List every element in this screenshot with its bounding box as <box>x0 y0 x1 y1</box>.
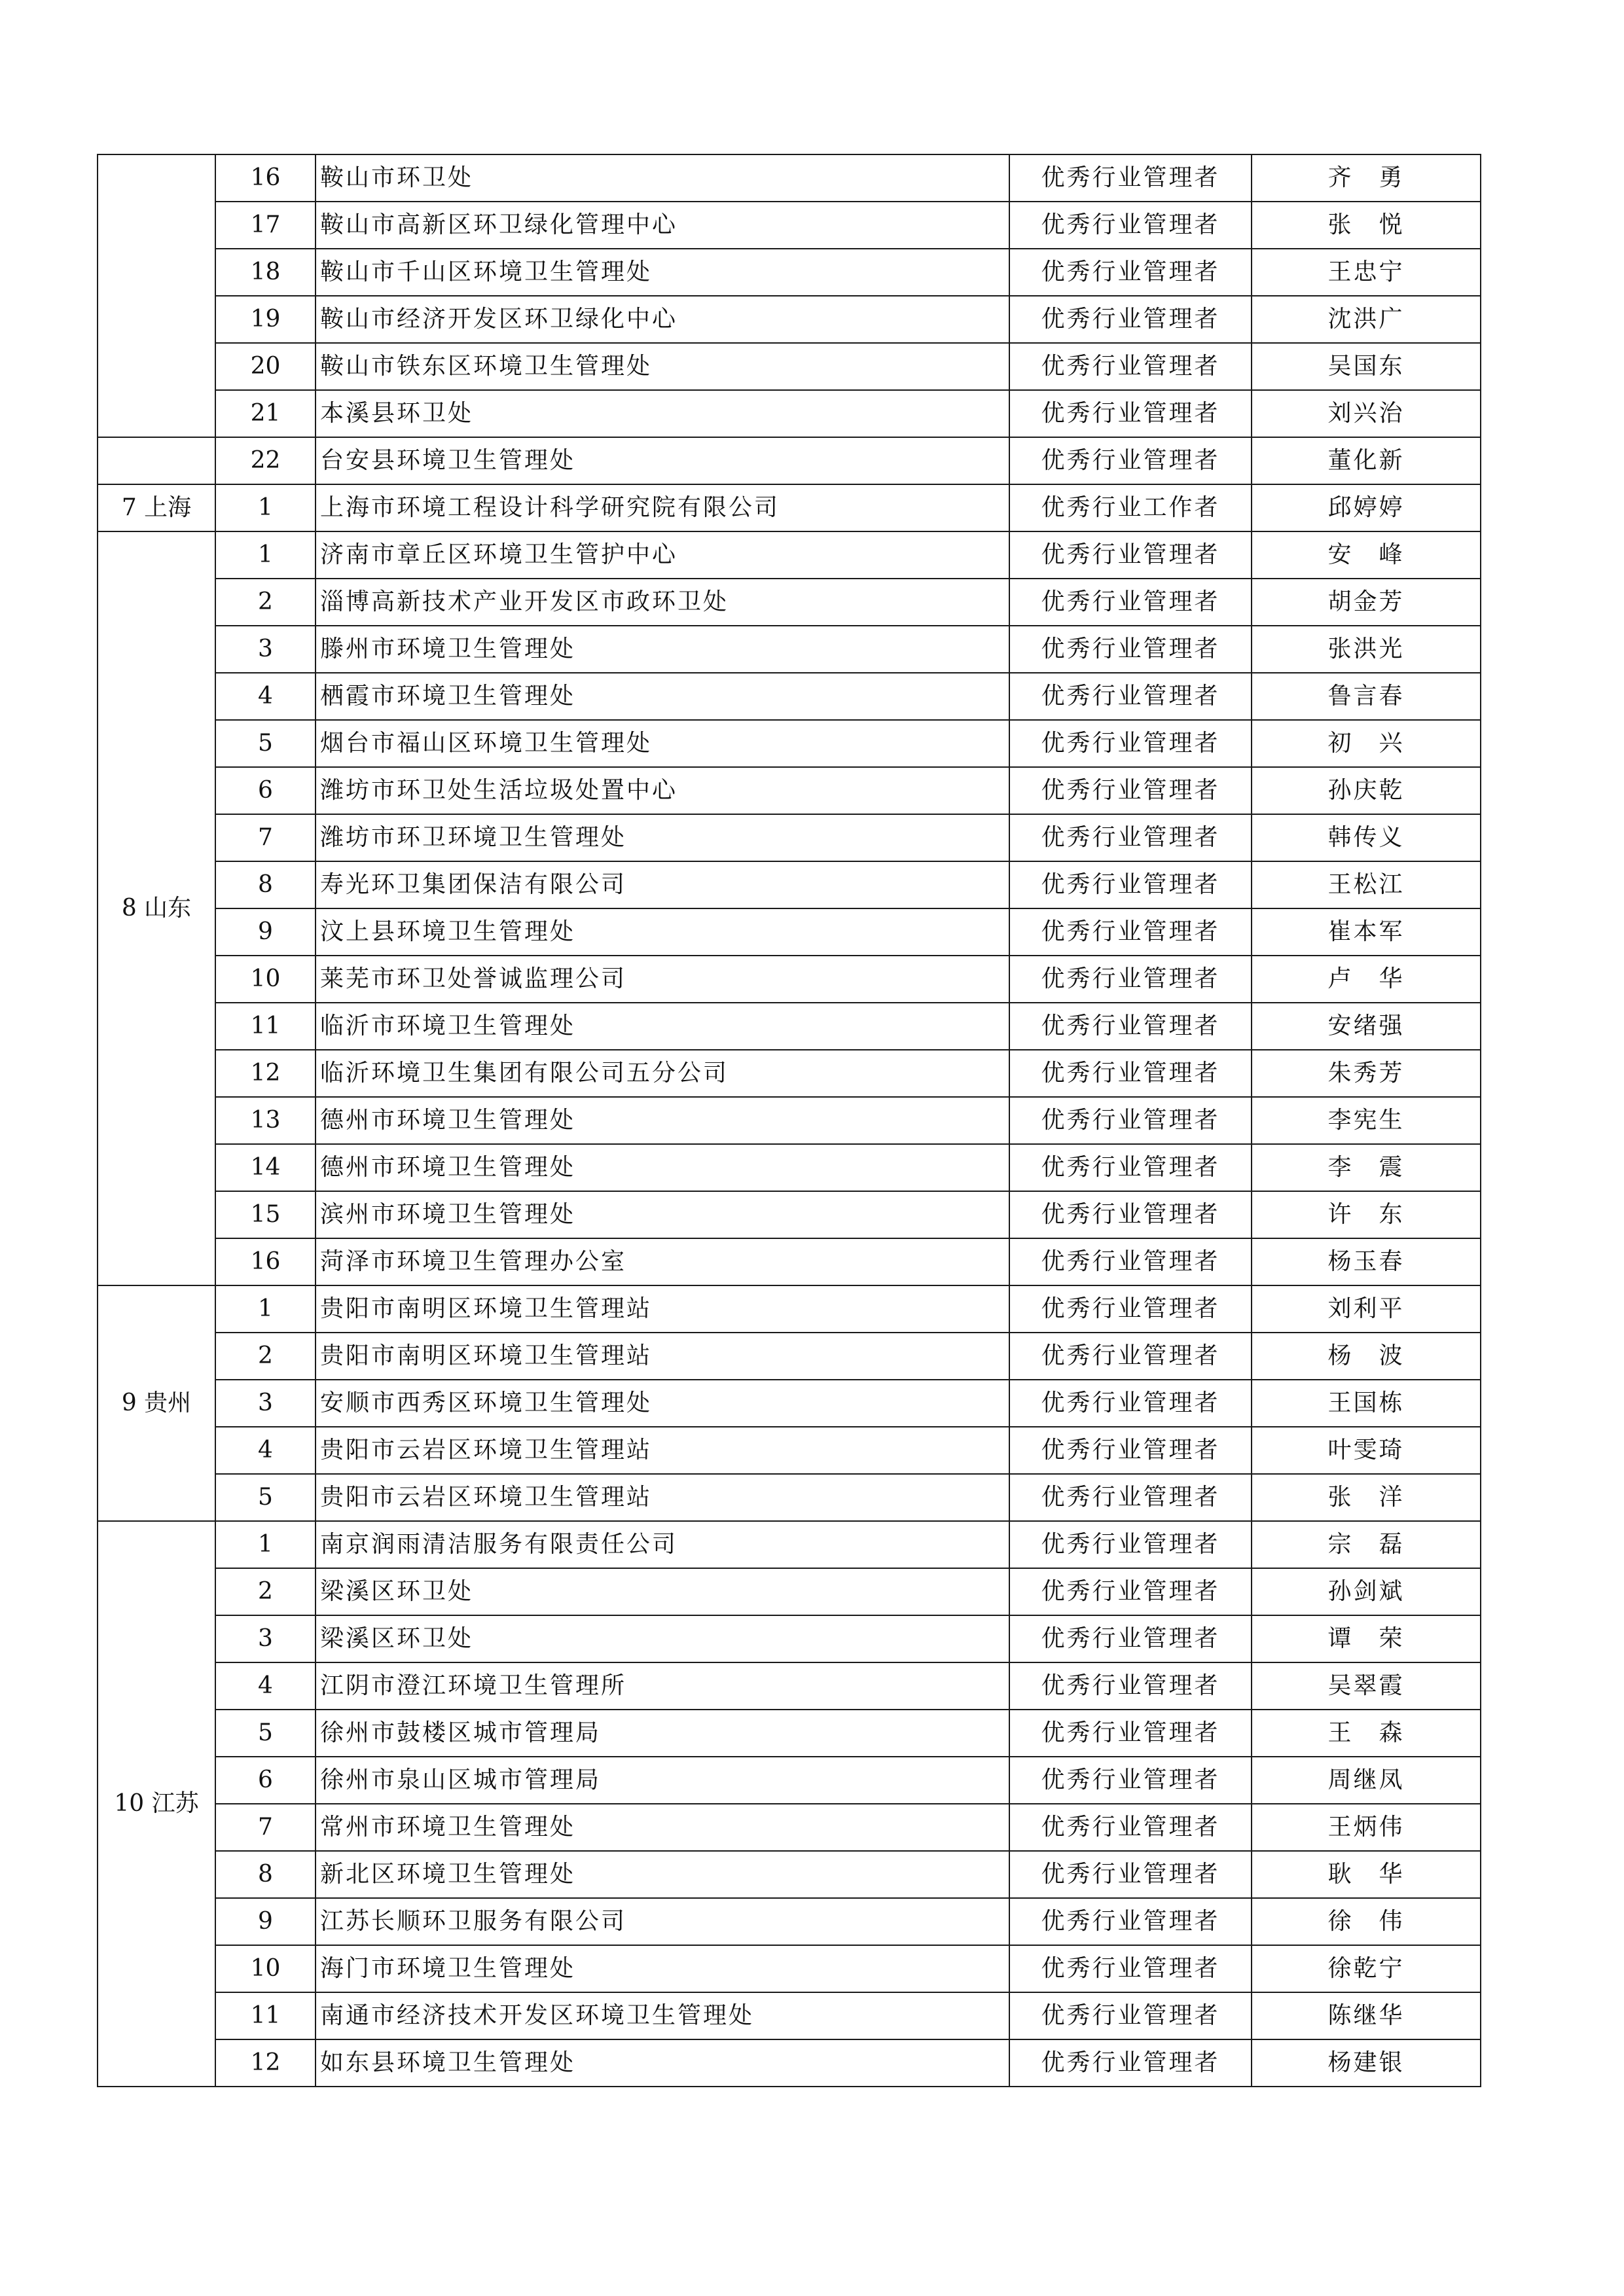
table-row <box>98 154 1481 202</box>
organization-cell: 江阴市澄江环境卫生管理所 <box>316 1662 1009 1710</box>
organization-cell: 新北区环境卫生管理处 <box>316 1851 1009 1898</box>
index-cell: 9 <box>215 1898 316 1945</box>
index-cell: 10 <box>215 1945 316 1992</box>
table-row <box>98 1851 1481 1898</box>
award-title-cell: 优秀行业管理者 <box>1009 1757 1252 1804</box>
person-name-cell: 张 洋 <box>1252 1474 1481 1521</box>
table-row <box>98 1568 1481 1615</box>
organization-cell: 徐州市泉山区城市管理局 <box>316 1757 1009 1804</box>
award-title-cell: 优秀行业管理者 <box>1009 1333 1252 1380</box>
index-cell: 20 <box>215 343 316 390</box>
organization-cell: 德州市环境卫生管理处 <box>316 1097 1009 1144</box>
person-name-cell: 胡金芳 <box>1252 579 1481 626</box>
person-name-cell: 宗 磊 <box>1252 1521 1481 1568</box>
organization-cell: 安顺市西秀区环境卫生管理处 <box>316 1380 1009 1427</box>
person-name-cell: 安 峰 <box>1252 531 1481 579</box>
organization-cell: 贵阳市云岩区环境卫生管理站 <box>316 1427 1009 1474</box>
award-title-cell: 优秀行业管理者 <box>1009 1568 1252 1615</box>
person-name-cell: 周继凤 <box>1252 1757 1481 1804</box>
index-cell: 8 <box>215 1851 316 1898</box>
person-name-cell: 孙庆乾 <box>1252 767 1481 814</box>
table-row <box>98 1050 1481 1097</box>
index-cell: 1 <box>215 1285 316 1333</box>
person-name-cell: 邱婷婷 <box>1252 484 1481 531</box>
table-row <box>98 1238 1481 1285</box>
award-title-cell: 优秀行业管理者 <box>1009 390 1252 437</box>
award-title-cell: 优秀行业管理者 <box>1009 767 1252 814</box>
table-row <box>98 1662 1481 1710</box>
table-row <box>98 1144 1481 1191</box>
table-row <box>98 249 1481 296</box>
person-name-cell: 耿 华 <box>1252 1851 1481 1898</box>
table-row <box>98 2039 1481 2087</box>
table-row <box>98 1615 1481 1662</box>
table-row <box>98 1285 1481 1333</box>
organization-cell: 济南市章丘区环境卫生管护中心 <box>316 531 1009 579</box>
index-cell: 3 <box>215 1380 316 1427</box>
award-title-cell: 优秀行业管理者 <box>1009 437 1252 484</box>
table-row <box>98 956 1481 1003</box>
organization-cell: 徐州市鼓楼区城市管理局 <box>316 1710 1009 1757</box>
person-name-cell: 崔本军 <box>1252 908 1481 956</box>
person-name-cell: 谭 荣 <box>1252 1615 1481 1662</box>
person-name-cell: 李 震 <box>1252 1144 1481 1191</box>
organization-cell: 如东县环境卫生管理处 <box>316 2039 1009 2087</box>
table-row <box>98 437 1481 484</box>
region-cell: 7 上海 <box>98 484 215 531</box>
index-cell: 12 <box>215 2039 316 2087</box>
table-row <box>98 767 1481 814</box>
awards-table <box>97 154 1481 2087</box>
organization-cell: 淄博高新技术产业开发区市政环卫处 <box>316 579 1009 626</box>
index-cell: 5 <box>215 1474 316 1521</box>
table-row <box>98 814 1481 861</box>
award-title-cell: 优秀行业管理者 <box>1009 202 1252 249</box>
person-name-cell: 沈洪广 <box>1252 296 1481 343</box>
index-cell: 14 <box>215 1144 316 1191</box>
table-row <box>98 1427 1481 1474</box>
person-name-cell: 王松江 <box>1252 861 1481 908</box>
table-row <box>98 1898 1481 1945</box>
table-row <box>98 1757 1481 1804</box>
table-row <box>98 626 1481 673</box>
index-cell: 9 <box>215 908 316 956</box>
award-title-cell: 优秀行业管理者 <box>1009 1615 1252 1662</box>
award-title-cell: 优秀行业管理者 <box>1009 343 1252 390</box>
person-name-cell: 吴翠霞 <box>1252 1662 1481 1710</box>
table-row <box>98 390 1481 437</box>
person-name-cell: 吴国东 <box>1252 343 1481 390</box>
table-row <box>98 1380 1481 1427</box>
organization-cell: 潍坊市环卫处生活垃圾处置中心 <box>316 767 1009 814</box>
organization-cell: 梁溪区环卫处 <box>316 1615 1009 1662</box>
index-cell: 11 <box>215 1992 316 2039</box>
organization-cell: 贵阳市南明区环境卫生管理站 <box>316 1333 1009 1380</box>
award-title-cell: 优秀行业管理者 <box>1009 956 1252 1003</box>
table-row <box>98 673 1481 720</box>
person-name-cell: 陈继华 <box>1252 1992 1481 2039</box>
person-name-cell: 李宪生 <box>1252 1097 1481 1144</box>
table-row <box>98 1333 1481 1380</box>
region-cell: 9 贵州 <box>98 1285 215 1521</box>
award-title-cell: 优秀行业管理者 <box>1009 1380 1252 1427</box>
award-title-cell: 优秀行业管理者 <box>1009 249 1252 296</box>
organization-cell: 鞍山市经济开发区环卫绿化中心 <box>316 296 1009 343</box>
awards-table-body <box>98 154 1481 2087</box>
person-name-cell: 王 森 <box>1252 1710 1481 1757</box>
organization-cell: 汶上县环境卫生管理处 <box>316 908 1009 956</box>
person-name-cell: 杨 波 <box>1252 1333 1481 1380</box>
organization-cell: 栖霞市环境卫生管理处 <box>316 673 1009 720</box>
index-cell: 5 <box>215 1710 316 1757</box>
person-name-cell: 叶雯琦 <box>1252 1427 1481 1474</box>
region-cell: 10 江苏 <box>98 1521 215 2087</box>
award-title-cell: 优秀行业管理者 <box>1009 673 1252 720</box>
organization-cell: 海门市环境卫生管理处 <box>316 1945 1009 1992</box>
person-name-cell: 王忠宁 <box>1252 249 1481 296</box>
organization-cell: 潍坊市环卫环境卫生管理处 <box>316 814 1009 861</box>
award-title-cell: 优秀行业管理者 <box>1009 296 1252 343</box>
person-name-cell: 孙剑斌 <box>1252 1568 1481 1615</box>
award-title-cell: 优秀行业管理者 <box>1009 1097 1252 1144</box>
award-title-cell: 优秀行业管理者 <box>1009 1662 1252 1710</box>
person-name-cell: 徐 伟 <box>1252 1898 1481 1945</box>
award-title-cell: 优秀行业管理者 <box>1009 154 1252 202</box>
organization-cell: 寿光环卫集团保洁有限公司 <box>316 861 1009 908</box>
award-title-cell: 优秀行业管理者 <box>1009 1474 1252 1521</box>
person-name-cell: 韩传义 <box>1252 814 1481 861</box>
index-cell: 6 <box>215 767 316 814</box>
organization-cell: 南通市经济技术开发区环境卫生管理处 <box>316 1992 1009 2039</box>
organization-cell: 临沂市环境卫生管理处 <box>316 1003 1009 1050</box>
organization-cell: 上海市环境工程设计科学研究院有限公司 <box>316 484 1009 531</box>
index-cell: 21 <box>215 390 316 437</box>
table-row <box>98 861 1481 908</box>
award-title-cell: 优秀行业管理者 <box>1009 1710 1252 1757</box>
organization-cell: 莱芜市环卫处誉诚监理公司 <box>316 956 1009 1003</box>
organization-cell: 滕州市环境卫生管理处 <box>316 626 1009 673</box>
table-row <box>98 579 1481 626</box>
organization-cell: 梁溪区环卫处 <box>316 1568 1009 1615</box>
table-row <box>98 343 1481 390</box>
index-cell: 10 <box>215 956 316 1003</box>
organization-cell: 烟台市福山区环境卫生管理处 <box>316 720 1009 767</box>
index-cell: 19 <box>215 296 316 343</box>
table-row <box>98 1804 1481 1851</box>
index-cell: 18 <box>215 249 316 296</box>
award-title-cell: 优秀行业管理者 <box>1009 1003 1252 1050</box>
person-name-cell: 鲁言春 <box>1252 673 1481 720</box>
index-cell: 17 <box>215 202 316 249</box>
person-name-cell: 徐乾宁 <box>1252 1945 1481 1992</box>
table-row <box>98 484 1481 531</box>
person-name-cell: 杨玉春 <box>1252 1238 1481 1285</box>
organization-cell: 本溪县环卫处 <box>316 390 1009 437</box>
index-cell: 7 <box>215 814 316 861</box>
organization-cell: 贵阳市云岩区环境卫生管理站 <box>316 1474 1009 1521</box>
award-title-cell: 优秀行业管理者 <box>1009 1992 1252 2039</box>
award-title-cell: 优秀行业工作者 <box>1009 484 1252 531</box>
index-cell: 13 <box>215 1097 316 1144</box>
award-title-cell: 优秀行业管理者 <box>1009 1191 1252 1238</box>
index-cell: 16 <box>215 154 316 202</box>
index-cell: 22 <box>215 437 316 484</box>
award-title-cell: 优秀行业管理者 <box>1009 908 1252 956</box>
organization-cell: 菏泽市环境卫生管理办公室 <box>316 1238 1009 1285</box>
index-cell: 6 <box>215 1757 316 1804</box>
table-row <box>98 1710 1481 1757</box>
index-cell: 12 <box>215 1050 316 1097</box>
award-title-cell: 优秀行业管理者 <box>1009 1804 1252 1851</box>
table-row <box>98 1521 1481 1568</box>
table-row <box>98 1474 1481 1521</box>
person-name-cell: 齐 勇 <box>1252 154 1481 202</box>
organization-cell: 贵阳市南明区环境卫生管理站 <box>316 1285 1009 1333</box>
award-title-cell: 优秀行业管理者 <box>1009 1238 1252 1285</box>
table-row <box>98 908 1481 956</box>
award-title-cell: 优秀行业管理者 <box>1009 2039 1252 2087</box>
award-title-cell: 优秀行业管理者 <box>1009 1144 1252 1191</box>
organization-cell: 鞍山市环卫处 <box>316 154 1009 202</box>
award-title-cell: 优秀行业管理者 <box>1009 1050 1252 1097</box>
award-title-cell: 优秀行业管理者 <box>1009 579 1252 626</box>
award-title-cell: 优秀行业管理者 <box>1009 531 1252 579</box>
award-title-cell: 优秀行业管理者 <box>1009 861 1252 908</box>
organization-cell: 鞍山市铁东区环境卫生管理处 <box>316 343 1009 390</box>
index-cell: 7 <box>215 1804 316 1851</box>
table-row <box>98 1945 1481 1992</box>
person-name-cell: 卢 华 <box>1252 956 1481 1003</box>
person-name-cell: 刘兴治 <box>1252 390 1481 437</box>
organization-cell: 滨州市环境卫生管理处 <box>316 1191 1009 1238</box>
index-cell: 5 <box>215 720 316 767</box>
organization-cell: 德州市环境卫生管理处 <box>316 1144 1009 1191</box>
table-row <box>98 720 1481 767</box>
person-name-cell: 杨建银 <box>1252 2039 1481 2087</box>
index-cell: 3 <box>215 1615 316 1662</box>
organization-cell: 鞍山市千山区环境卫生管理处 <box>316 249 1009 296</box>
person-name-cell: 张洪光 <box>1252 626 1481 673</box>
region-cell <box>98 437 215 484</box>
award-title-cell: 优秀行业管理者 <box>1009 814 1252 861</box>
index-cell: 8 <box>215 861 316 908</box>
table-row <box>98 202 1481 249</box>
award-title-cell: 优秀行业管理者 <box>1009 1427 1252 1474</box>
region-cell: 8 山东 <box>98 531 215 1285</box>
region-cell <box>98 154 215 437</box>
index-cell: 2 <box>215 1568 316 1615</box>
index-cell: 16 <box>215 1238 316 1285</box>
table-row <box>98 296 1481 343</box>
index-cell: 1 <box>215 1521 316 1568</box>
organization-cell: 南京润雨清洁服务有限责任公司 <box>316 1521 1009 1568</box>
award-title-cell: 优秀行业管理者 <box>1009 1285 1252 1333</box>
index-cell: 4 <box>215 1427 316 1474</box>
award-title-cell: 优秀行业管理者 <box>1009 1521 1252 1568</box>
index-cell: 1 <box>215 484 316 531</box>
organization-cell: 临沂环境卫生集团有限公司五分公司 <box>316 1050 1009 1097</box>
table-row <box>98 1003 1481 1050</box>
index-cell: 15 <box>215 1191 316 1238</box>
index-cell: 4 <box>215 1662 316 1710</box>
table-row <box>98 1097 1481 1144</box>
index-cell: 11 <box>215 1003 316 1050</box>
award-title-cell: 优秀行业管理者 <box>1009 720 1252 767</box>
organization-cell: 鞍山市高新区环卫绿化管理中心 <box>316 202 1009 249</box>
person-name-cell: 朱秀芳 <box>1252 1050 1481 1097</box>
person-name-cell: 刘利平 <box>1252 1285 1481 1333</box>
award-title-cell: 优秀行业管理者 <box>1009 1851 1252 1898</box>
award-title-cell: 优秀行业管理者 <box>1009 626 1252 673</box>
person-name-cell: 张 悦 <box>1252 202 1481 249</box>
person-name-cell: 初 兴 <box>1252 720 1481 767</box>
person-name-cell: 安绪强 <box>1252 1003 1481 1050</box>
table-row <box>98 531 1481 579</box>
index-cell: 2 <box>215 1333 316 1380</box>
organization-cell: 常州市环境卫生管理处 <box>316 1804 1009 1851</box>
award-title-cell: 优秀行业管理者 <box>1009 1945 1252 1992</box>
person-name-cell: 王国栋 <box>1252 1380 1481 1427</box>
table-row <box>98 1191 1481 1238</box>
organization-cell: 江苏长顺环卫服务有限公司 <box>316 1898 1009 1945</box>
index-cell: 4 <box>215 673 316 720</box>
organization-cell: 台安县环境卫生管理处 <box>316 437 1009 484</box>
award-title-cell: 优秀行业管理者 <box>1009 1898 1252 1945</box>
index-cell: 1 <box>215 531 316 579</box>
person-name-cell: 董化新 <box>1252 437 1481 484</box>
person-name-cell: 许 东 <box>1252 1191 1481 1238</box>
person-name-cell: 王炳伟 <box>1252 1804 1481 1851</box>
table-row <box>98 1992 1481 2039</box>
index-cell: 2 <box>215 579 316 626</box>
index-cell: 3 <box>215 626 316 673</box>
